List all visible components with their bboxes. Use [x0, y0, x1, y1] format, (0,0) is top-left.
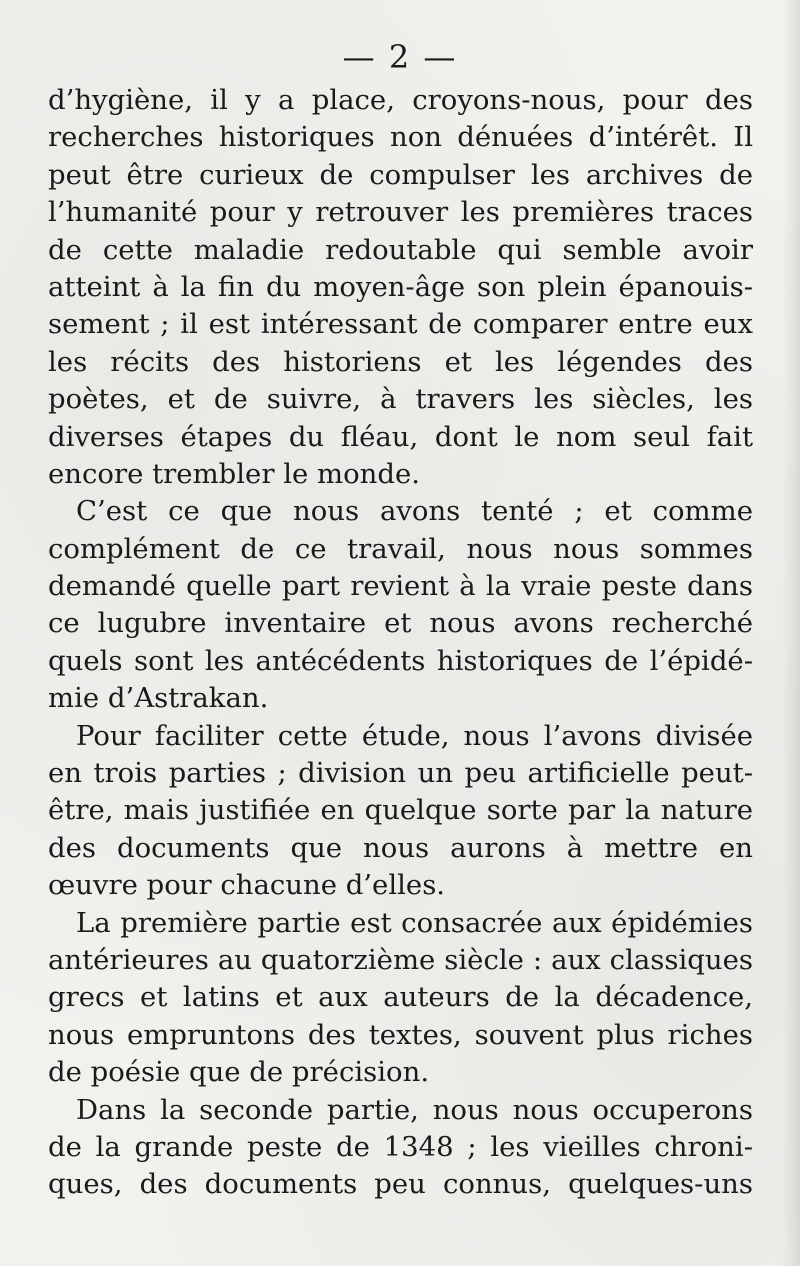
- text-line: quels sont les antécédents historiques de l’épidé-: [48, 644, 753, 677]
- text-line: de la grande peste de 1348 ; les vieilles chroni-: [48, 1130, 753, 1163]
- text-line: La première partie est consacrée aux épidémies: [76, 906, 753, 939]
- text-line: complément de ce travail, nous nous sommes: [48, 532, 753, 565]
- text-line: des documents que nous aurons à mettre en: [48, 831, 753, 864]
- page-number: — 2 —: [342, 38, 458, 76]
- text-line: atteint à la fin du moyen-âge son plein épanouis-: [48, 270, 753, 303]
- text-line: demandé quelle part revient à la vraie peste dans: [48, 570, 753, 603]
- text-line: Pour faciliter cette étude, nous l’avons divisée: [76, 719, 753, 752]
- text-line: mie d’Astrakan.: [48, 682, 269, 715]
- text-line: les récits des historiens et les légendes des: [48, 345, 753, 378]
- text-line: grecs et latins et aux auteurs de la décadence,: [48, 981, 753, 1014]
- body-text: [48, 82, 753, 1204]
- text-line: être, mais justifiée en quelque sorte par la nature: [48, 794, 753, 827]
- text-line: C’est ce que nous avons tenté ; et comme: [76, 495, 753, 528]
- text-line: en trois parties ; division un peu artificielle peut-: [48, 757, 753, 790]
- text-line: antérieures au quatorzième siècle : aux classiques: [48, 943, 753, 976]
- text-line: peut être curieux de compulser les archives de: [48, 158, 753, 191]
- text-line: ce lugubre inventaire et nous avons recherché: [48, 607, 753, 640]
- text-line: Dans la seconde partie, nous nous occuperons: [76, 1093, 753, 1126]
- text-line: poètes, et de suivre, à travers les siècles, les: [48, 383, 753, 416]
- text-line: d’hygiène, il y a place, croyons-nous, pour des: [48, 84, 753, 116]
- page-edge-shadow: [782, 0, 800, 1266]
- text-line: diverses étapes du fléau, dont le nom seul fait: [48, 420, 753, 453]
- text-line: nous empruntons des textes, souvent plus riches: [48, 1018, 753, 1051]
- text-line: encore trembler le monde.: [48, 457, 420, 490]
- text-line: l’humanité pour y retrouver les premières traces: [48, 196, 753, 229]
- text-line: ques, des documents peu connus, quelques-uns: [48, 1168, 753, 1201]
- text-line: de poésie que de précision.: [48, 1056, 430, 1089]
- text-line: œuvre pour chacune d’elles.: [48, 869, 446, 902]
- text-line: recherches historiques non dénuées d’intérêt. Il: [48, 121, 753, 154]
- text-line: de cette maladie redoutable qui semble avoir: [48, 233, 753, 266]
- text-line: sement ; il est intéressant de comparer entre eux: [48, 308, 753, 341]
